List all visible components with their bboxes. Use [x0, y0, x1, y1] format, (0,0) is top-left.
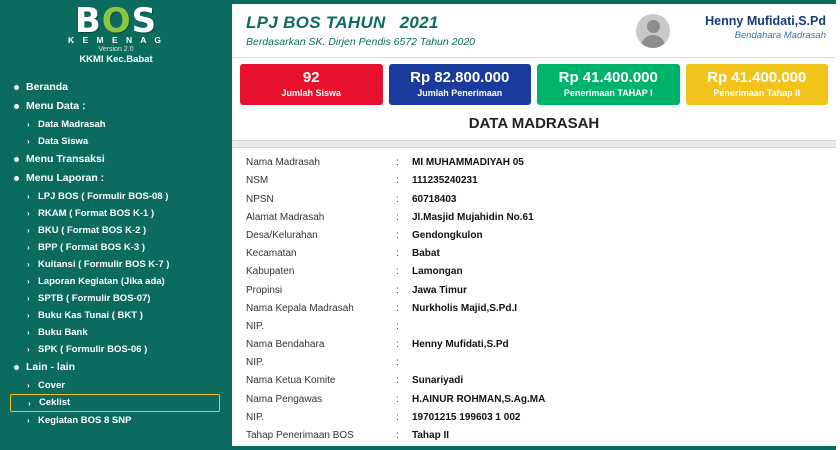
chevron-right-icon: ›: [27, 120, 30, 129]
stat-label: Penerimaan TAHAP I: [563, 88, 653, 99]
detail-row: [232, 390, 836, 408]
detail-value: H.AINUR ROHMAN,S.Ag.MA: [412, 393, 546, 405]
sidebar-subitem-label: Buku Kas Tunai ( BKT ): [38, 309, 143, 321]
stat-value: Rp 41.400.000: [707, 69, 807, 86]
stat-value: Rp 41.400.000: [558, 69, 658, 86]
detail-label: Kabupaten: [246, 266, 295, 278]
stat-cards: [232, 58, 836, 109]
sidebar-subitem[interactable]: [10, 256, 232, 273]
avatar-body-shape: [641, 35, 665, 48]
chevron-right-icon: ›: [27, 277, 30, 286]
detail-value: Jawa Timur: [412, 284, 467, 296]
detail-label: Desa/Kelurahan: [246, 229, 318, 241]
detail-separator: :: [396, 193, 399, 205]
user-role: Bendahara Madrasah: [734, 30, 826, 41]
detail-value: Henny Mufidati,S.Pd: [412, 339, 509, 351]
panel-title: DATA MADRASAH: [232, 109, 836, 140]
sidebar-item[interactable]: [10, 97, 232, 116]
sidebar-subitem-label: Cover: [38, 379, 65, 391]
detail-value: Jl.Masjid Mujahidin No.61: [412, 211, 534, 223]
detail-row: [232, 172, 836, 190]
detail-label: NIP.: [246, 320, 265, 332]
page-title-text: LPJ BOS TAHUN: [246, 13, 386, 32]
detail-label: Nama Bendahara: [246, 339, 325, 351]
sidebar-menu: [0, 78, 232, 429]
detail-separator: :: [396, 248, 399, 260]
page-title-year: 2021: [399, 13, 439, 32]
detail-row: [232, 245, 836, 263]
sidebar: [0, 0, 232, 450]
detail-separator: :: [396, 302, 399, 314]
sidebar-subitem[interactable]: [10, 394, 220, 412]
detail-row: [232, 190, 836, 208]
stat-card[interactable]: [240, 64, 383, 105]
sidebar-subitem-label: SPTB ( Formulir BOS-07): [38, 292, 151, 304]
detail-separator: :: [396, 157, 399, 169]
stat-label: Jumlah Penerimaan: [417, 88, 503, 99]
detail-separator: :: [396, 211, 399, 223]
detail-separator: :: [396, 175, 399, 187]
chevron-right-icon: ›: [27, 209, 30, 218]
chevron-right-icon: ›: [27, 311, 30, 320]
detail-value: MI MUHAMMADIYAH 05: [412, 157, 524, 169]
chevron-right-icon: ›: [28, 399, 31, 408]
sidebar-subitem[interactable]: [10, 307, 232, 324]
detail-value: Babat: [412, 248, 440, 260]
stat-card[interactable]: [686, 64, 829, 105]
madrasah-detail-list: [232, 148, 836, 445]
chevron-right-icon: ›: [27, 328, 30, 337]
detail-label: Nama Madrasah: [246, 157, 320, 169]
user-name: Henny Mufidati,S.Pd: [705, 14, 826, 28]
sidebar-item[interactable]: [10, 358, 232, 377]
detail-label: Nama Ketua Komite: [246, 375, 336, 387]
detail-label: Kecamatan: [246, 248, 297, 260]
sidebar-subitem-label: Ceklist: [39, 397, 71, 408]
sidebar-subitem-label: Kegiatan BOS 8 SNP: [38, 414, 132, 426]
detail-row: [232, 408, 836, 426]
detail-value: Lamongan: [412, 266, 463, 278]
detail-separator: :: [396, 339, 399, 351]
sidebar-subitem[interactable]: [10, 341, 232, 358]
stat-value: 92: [302, 69, 320, 86]
detail-label: Alamat Madrasah: [246, 211, 325, 223]
detail-row: [232, 281, 836, 299]
sidebar-subitem[interactable]: [10, 377, 232, 394]
stat-card[interactable]: [389, 64, 532, 105]
chevron-right-icon: ›: [27, 243, 30, 252]
sidebar-item-label: Menu Transaksi: [26, 153, 105, 165]
detail-separator: :: [396, 393, 399, 405]
user-avatar-icon[interactable]: [636, 14, 670, 48]
detail-row: [232, 226, 836, 244]
detail-label: NIP.: [246, 411, 265, 423]
right-edge-strip: [836, 0, 840, 450]
sidebar-item[interactable]: [10, 169, 232, 188]
detail-label: NSM: [246, 175, 269, 187]
sidebar-subitem-label: Kuitansi ( Formulir BOS K-7 ): [38, 258, 170, 270]
stat-card[interactable]: [537, 64, 680, 105]
app-logo: [0, 0, 232, 72]
sidebar-subitem[interactable]: [10, 273, 232, 290]
chevron-right-icon: ›: [27, 192, 30, 201]
detail-value: Tahap II: [412, 430, 450, 441]
detail-value: 19701215 199603 1 002: [412, 411, 521, 423]
bullet-icon: [14, 365, 19, 370]
sidebar-item-label: Beranda: [26, 81, 69, 93]
stat-label: Penerimaan Tahap II: [713, 88, 801, 99]
detail-value: 60718403: [412, 193, 457, 205]
sidebar-item[interactable]: [10, 150, 232, 169]
detail-separator: :: [396, 266, 399, 278]
sidebar-subitem[interactable]: [10, 290, 232, 307]
page-title: [246, 13, 475, 33]
sidebar-subitem-label: BKU ( Format BOS K-2 ): [38, 224, 147, 236]
detail-label: Nama Kepala Madrasah: [246, 302, 354, 314]
detail-row: [232, 299, 836, 317]
detail-separator: :: [396, 375, 399, 387]
sidebar-subitem-label: LPJ BOS ( Formulir BOS-08 ): [38, 190, 169, 202]
detail-row: [232, 335, 836, 353]
chevron-right-icon: ›: [27, 416, 30, 425]
sidebar-subitem-label: Data Siswa: [38, 135, 89, 147]
sidebar-subitem-label: BPP ( Format BOS K-3 ): [38, 241, 145, 253]
sidebar-subitem[interactable]: [10, 205, 232, 222]
chevron-right-icon: ›: [27, 137, 30, 146]
detail-row: [232, 317, 836, 335]
detail-row: [232, 354, 836, 372]
stat-value: Rp 82.800.000: [410, 69, 510, 86]
bullet-icon: [14, 157, 19, 162]
detail-separator: :: [396, 411, 399, 423]
detail-separator: :: [396, 357, 399, 369]
sidebar-subitem[interactable]: [10, 188, 232, 205]
sidebar-subitem-label: Laporan Kegiatan (Jika ada): [38, 275, 165, 287]
logo-version-text: Version 2.0: [98, 46, 134, 53]
sidebar-subitem-label: RKAM ( Format BOS K-1 ): [38, 207, 155, 219]
avatar-head-shape: [647, 20, 660, 33]
detail-row: [232, 154, 836, 172]
bullet-icon: [14, 104, 19, 109]
sidebar-subitem[interactable]: [10, 116, 232, 133]
chevron-right-icon: ›: [27, 226, 30, 235]
detail-label: NPSN: [246, 193, 274, 205]
detail-value: Nurkholis Majid,S.Pd.I: [412, 302, 518, 314]
section-divider: [232, 140, 836, 148]
detail-value: Gendongkulon: [412, 229, 483, 241]
logo-kemenag-text: K E M E N A G: [68, 35, 164, 45]
detail-label: Propinsi: [246, 284, 283, 296]
detail-separator: :: [396, 229, 399, 241]
stat-label: Jumlah Siswa: [281, 88, 342, 99]
sidebar-subitem[interactable]: [10, 412, 232, 429]
chevron-right-icon: ›: [27, 345, 30, 354]
detail-value: Sunariyadi: [412, 375, 464, 387]
bullet-icon: [14, 85, 19, 90]
detail-row: [232, 263, 836, 281]
sidebar-subitem-label: SPK ( Formulir BOS-06 ): [38, 343, 148, 355]
detail-separator: :: [396, 284, 399, 296]
sidebar-subitem[interactable]: [10, 133, 232, 150]
sidebar-subitem[interactable]: [10, 324, 232, 341]
main-content: [232, 4, 836, 446]
detail-label: Tahap Penerimaan BOS: [246, 430, 354, 441]
detail-row: [232, 372, 836, 390]
sidebar-subitem-label: Buku Bank: [38, 326, 88, 338]
sidebar-item-label: Menu Laporan :: [26, 172, 105, 184]
detail-value: 111235240231: [412, 175, 478, 187]
page-header: [232, 4, 836, 58]
sidebar-item[interactable]: [10, 78, 232, 97]
detail-row: [232, 208, 836, 226]
logo-unit-text: KKMI Kec.Babat: [79, 54, 153, 65]
detail-row: [232, 426, 836, 444]
detail-label: Nama Pengawas: [246, 393, 323, 405]
bullet-icon: [14, 176, 19, 181]
sidebar-item-label: Lain - lain: [26, 361, 76, 373]
sidebar-item-label: Menu Data :: [26, 100, 86, 112]
chevron-right-icon: ›: [27, 381, 30, 390]
sidebar-subitem-label: Data Madrasah: [38, 118, 106, 130]
sidebar-subitem[interactable]: [10, 239, 232, 256]
logo-main-text: BOS: [74, 1, 158, 41]
detail-separator: :: [396, 320, 399, 332]
detail-separator: :: [396, 430, 399, 441]
page-subtitle: Berdasarkan SK. Dirjen Pendis 6572 Tahun 2020: [246, 36, 476, 48]
sidebar-subitem[interactable]: [10, 222, 232, 239]
chevron-right-icon: ›: [27, 260, 30, 269]
user-info[interactable]: [705, 14, 826, 41]
detail-label: NIP.: [246, 357, 265, 369]
chevron-right-icon: ›: [27, 294, 30, 303]
